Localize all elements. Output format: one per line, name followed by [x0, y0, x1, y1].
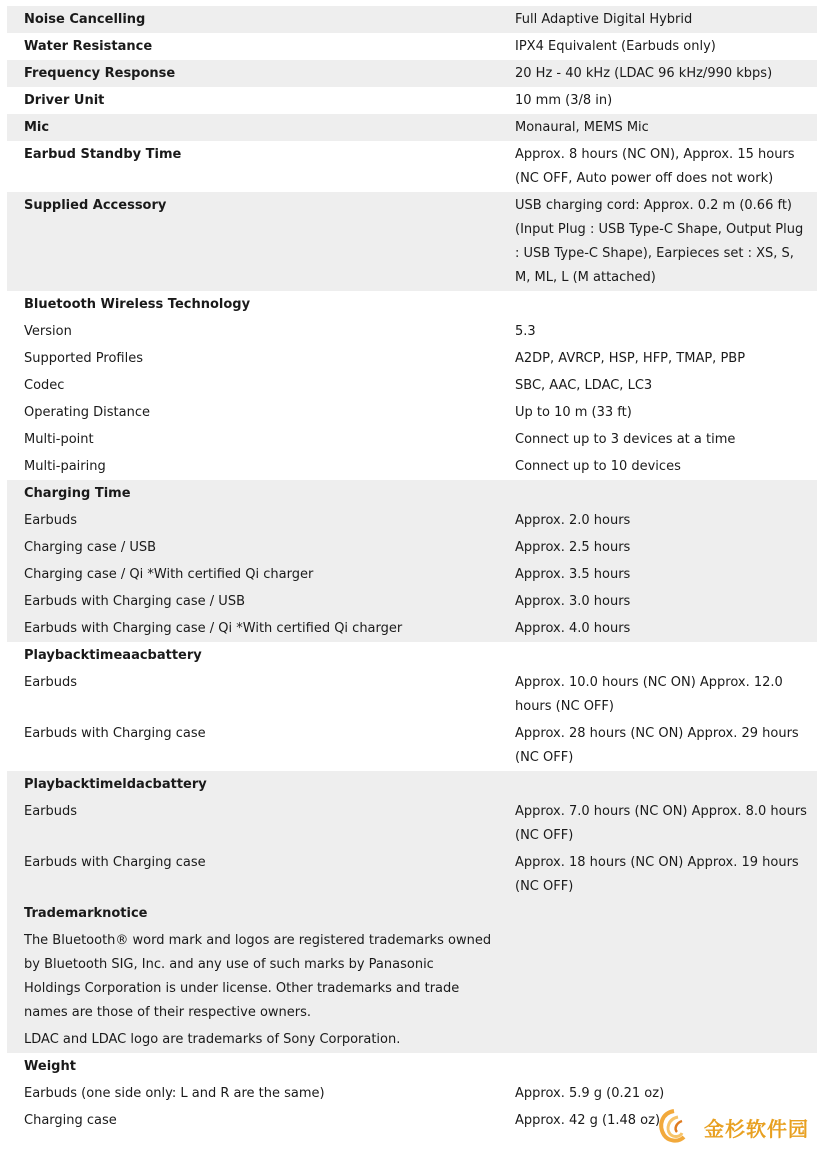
spec-row: [7, 192, 817, 291]
spec-value: Approx. 28 hours (NC ON) Approx. 29 hours (NC OFF): [515, 726, 799, 765]
spec-value: Approx. 2.5 hours: [515, 540, 631, 555]
spec-row: [7, 399, 817, 426]
spec-label: Noise Cancelling: [24, 12, 146, 27]
watermark-text: 金杉软件园: [704, 1116, 809, 1141]
spec-value: Up to 10 m (33 ft): [515, 405, 632, 420]
spec-row: [7, 372, 817, 399]
spec-sheet: [7, 6, 817, 1134]
spec-label: Earbuds: [24, 804, 78, 819]
spec-label: Multi-point: [24, 432, 94, 447]
spec-label: Charging case / Qi *With certified Qi charger: [24, 567, 314, 582]
spec-group: [7, 291, 817, 480]
spec-value: IPX4 Equivalent (Earbuds only): [515, 39, 716, 54]
spec-label: Multi-pairing: [24, 459, 106, 474]
spec-label: Charging case / USB: [24, 540, 157, 555]
spec-label: Earbuds with Charging case: [24, 855, 206, 870]
spec-row: [7, 318, 817, 345]
section-heading: Playbacktimeldacbattery: [24, 777, 207, 792]
watermark-logo: [654, 1107, 809, 1147]
spec-label: Supplied Accessory: [24, 198, 167, 213]
spec-label: Earbuds: [24, 675, 78, 690]
spec-row: [7, 588, 817, 615]
spec-value: A2DP, AVRCP, HSP, HFP, TMAP, PBP: [515, 351, 746, 366]
spec-row: [7, 720, 817, 771]
spec-value: Approx. 4.0 hours: [515, 621, 631, 636]
swirl-logo-icon: [654, 1107, 700, 1147]
notice-paragraph: LDAC and LDAC logo are trademarks of Sony Corporation.: [24, 1032, 401, 1047]
spec-row: [7, 141, 817, 192]
spec-label: Water Resistance: [24, 39, 153, 54]
spec-group: [7, 480, 817, 642]
spec-value: 5.3: [515, 324, 536, 339]
spec-group: [7, 114, 817, 141]
spec-label: Earbuds (one side only: L and R are the same): [24, 1086, 325, 1101]
spec-row: [7, 1080, 817, 1107]
spec-value: Connect up to 10 devices: [515, 459, 681, 474]
spec-value: 20 Hz - 40 kHz (LDAC 96 kHz/990 kbps): [515, 66, 773, 81]
section-heading: Trademarknotice: [24, 906, 148, 921]
spec-label: Operating Distance: [24, 405, 150, 420]
spec-row: [7, 669, 817, 720]
spec-value: Monaural, MEMS Mic: [515, 120, 649, 135]
spec-group: [7, 192, 817, 291]
spec-value: 10 mm (3/8 in): [515, 93, 613, 108]
spec-row: [7, 561, 817, 588]
spec-group: [7, 6, 817, 33]
spec-row: [7, 114, 817, 141]
spec-row: [7, 507, 817, 534]
spec-group: [7, 642, 817, 771]
spec-label: Charging case: [24, 1113, 117, 1128]
spec-group: [7, 33, 817, 60]
spec-value: Approx. 5.9 g (0.21 oz): [515, 1086, 665, 1101]
spec-row: [7, 60, 817, 87]
spec-value: Approx. 18 hours (NC ON) Approx. 19 hours (NC OFF): [515, 855, 799, 894]
spec-label: Earbuds with Charging case / USB: [24, 594, 245, 609]
spec-value: USB charging cord: Approx. 0.2 m (0.66 ft) (Input Plug : USB Type-C Shape, Output Plug : USB Type-C Shape), Earpieces set : XS, S, M, ML, L (M attached): [515, 198, 804, 285]
spec-value: Approx. 7.0 hours (NC ON) Approx. 8.0 hours (NC OFF): [515, 804, 807, 843]
spec-value: Approx. 3.5 hours: [515, 567, 631, 582]
spec-row: [7, 87, 817, 114]
spec-group: [7, 771, 817, 1053]
spec-value: Connect up to 3 devices at a time: [515, 432, 736, 447]
spec-group: [7, 87, 817, 114]
spec-label: Earbud Standby Time: [24, 147, 182, 162]
spec-label: Supported Profiles: [24, 351, 143, 366]
section-heading: Weight: [24, 1059, 76, 1074]
spec-group: [7, 141, 817, 192]
spec-label: Version: [24, 324, 72, 339]
spec-row: [7, 798, 817, 849]
spec-row: [7, 453, 817, 480]
spec-label: Mic: [24, 120, 50, 135]
spec-row: [7, 426, 817, 453]
spec-row: [7, 534, 817, 561]
spec-value: Approx. 3.0 hours: [515, 594, 631, 609]
spec-value: Approx. 2.0 hours: [515, 513, 631, 528]
spec-value: Approx. 8 hours (NC ON), Approx. 15 hours (NC OFF, Auto power off does not work): [515, 147, 795, 186]
spec-row: [7, 33, 817, 60]
spec-row: [7, 6, 817, 33]
spec-label: Driver Unit: [24, 93, 105, 108]
spec-value: Approx. 42 g (1.48 oz): [515, 1113, 661, 1128]
spec-label: Earbuds with Charging case: [24, 726, 206, 741]
spec-label: Frequency Response: [24, 66, 176, 81]
spec-value: Full Adaptive Digital Hybrid: [515, 12, 693, 27]
section-heading: Playbacktimeaacbattery: [24, 648, 202, 663]
notice-paragraph: The Bluetooth® word mark and logos are registered trademarks owned by Bluetooth SIG, Inc. and any use of such marks by Panasonic Holdings Corporation is under license. Other trademarks and trade names are those of their respective owners.: [24, 933, 492, 1020]
spec-value: SBC, AAC, LDAC, LC3: [515, 378, 653, 393]
spec-row: [7, 849, 817, 900]
spec-label: Codec: [24, 378, 65, 393]
spec-label: Earbuds: [24, 513, 78, 528]
spec-label: Earbuds with Charging case / Qi *With certified Qi charger: [24, 621, 403, 636]
spec-row: [7, 345, 817, 372]
section-heading: Bluetooth Wireless Technology: [24, 297, 251, 312]
spec-group: [7, 60, 817, 87]
spec-value: Approx. 10.0 hours (NC ON) Approx. 12.0 hours (NC OFF): [515, 675, 783, 714]
spec-row: [7, 615, 817, 642]
section-heading: Charging Time: [24, 486, 131, 501]
